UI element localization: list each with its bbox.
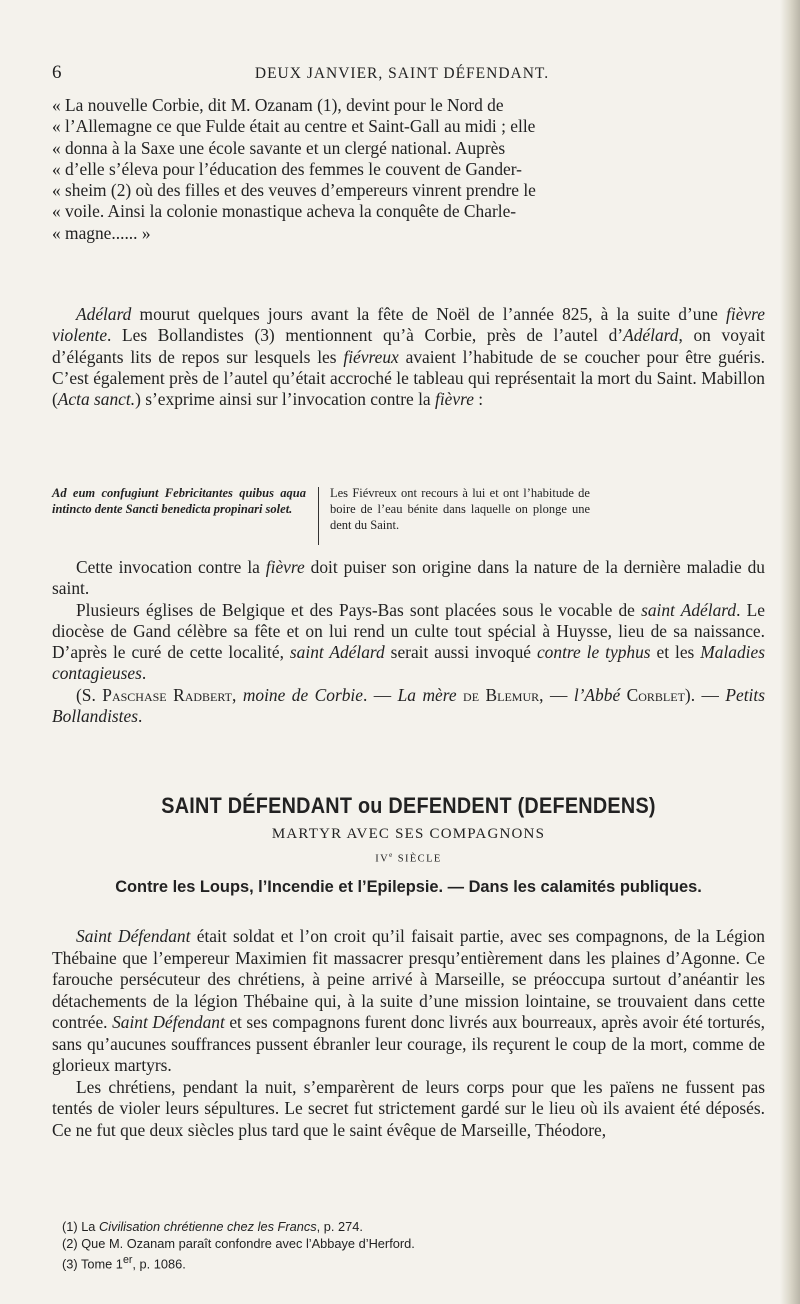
- cult-paragraphs: [52, 557, 765, 727]
- text-run: (3) Tome 1: [62, 1256, 123, 1272]
- ozanam-quote: [52, 95, 765, 244]
- text-run: :: [473, 389, 484, 410]
- paragraph: [52, 600, 765, 685]
- text-run: . —: [362, 684, 398, 705]
- century-number: IV: [375, 853, 390, 865]
- century-word: SIÈCLE: [393, 853, 442, 865]
- italic-term: contre le typhus: [536, 642, 651, 663]
- text-run: serait aussi invoqué: [384, 642, 537, 663]
- footnote-1: [62, 1218, 762, 1235]
- text-run: et les: [650, 642, 701, 663]
- footnote-2: (2) Que M. Ozanam paraît confondre avec l’Abbaye d’Herford.: [62, 1236, 415, 1251]
- italic-term: moine de Corbie: [242, 684, 363, 705]
- text-run: ) s’exprime ainsi sur l’invocation contre la: [135, 389, 435, 410]
- text-run: , on voyait d’élégants lits de repos sur lesquels les: [52, 325, 765, 367]
- quote-line: « magne...... »: [52, 222, 151, 243]
- text-run: mourut quelques jours avant la fête de Noël de l’année 825, à la suite d’une: [131, 304, 727, 324]
- text-run: (1) La: [62, 1219, 99, 1234]
- latin-invocation: Ad eum confugiunt Febricitantes quibus aqua intincto dente Sancti benedicta propinari solet.: [52, 486, 306, 516]
- paragraph: Les chrétiens, pendant la nuit, s’emparèrent de leurs corps pour que les païens ne fussent pas tentés de violer leurs sépultures. Le secret fut strictement gardé sur le lieu où ils avaient été déposés. Ce ne fut que deux siècles plus tard que le saint évêque de Marseille, Théodore,: [52, 1076, 765, 1140]
- text-run: avaient l’habitude de se coucher pour être guéris. C’est également près de l’autel qu’était accroché le tableau qui représentait la mort du Saint. Mabillon (: [52, 346, 766, 410]
- quote-line: « La nouvelle Corbie, dit M. Ozanam (1), devint pour le Nord de: [52, 95, 504, 115]
- small-caps-name: Paschase Radbert: [102, 684, 232, 705]
- text-run: et ses compagnons furent donc livrés aux bourreaux, après avoir été torturés, sans qu’aucunes souffrances pussent ébranler leur courage, ils reçurent le coup de la mort, comme de glorieux martyrs.: [52, 1012, 765, 1075]
- text-run: .: [141, 663, 147, 684]
- text-run: doit puiser son origine dans la nature de la dernière maladie du saint.: [52, 557, 765, 599]
- paragraph: [52, 304, 765, 410]
- small-caps-name: Corblet: [626, 684, 685, 705]
- italic-term: Maladies contagieuses: [52, 642, 765, 684]
- text-run: , —: [539, 684, 574, 705]
- century-superscript: e: [389, 851, 394, 859]
- text-run: (S.: [76, 684, 103, 705]
- quote-line: « d’elle s’éleva pour l’éducation des femmes le couvent de Gander-: [52, 158, 522, 179]
- invocation-columns: [52, 485, 765, 549]
- text-run: Plusieurs églises de Belgique et des Pays-Bas sont placées sous le vocable de: [76, 599, 642, 620]
- superscript: er: [122, 1254, 133, 1266]
- text-run: . Le diocèse de Gand célèbre sa fête et on lui rend un culte tout spécial à Huysse, lieu de sa naissance. D’après le curé de cette localité,: [52, 599, 765, 663]
- footnotes: [62, 1218, 762, 1272]
- text-run: ). —: [684, 684, 726, 705]
- italic-name: Adélard: [623, 325, 679, 346]
- small-caps-name: Blemur: [485, 684, 540, 705]
- page-header: [52, 62, 752, 86]
- page-edge-shadow: [780, 0, 800, 1304]
- quote-line: « l’Allemagne ce que Fulde était au centre et Saint-Gall au midi ; elle: [52, 116, 536, 137]
- text-run: ,: [231, 684, 243, 705]
- patronage-line: Contre les Loups, l’Incendie et l’Epilepsie. — Dans les calamités publiques.: [115, 878, 702, 896]
- running-head: DEUX JANVIER, SAINT DÉFENDANT.: [254, 65, 550, 82]
- italic-term: l’Abbé: [573, 684, 621, 705]
- sources-paragraph: [52, 685, 765, 728]
- paragraph: [52, 926, 765, 1077]
- italic-name: Saint Défendant: [112, 1012, 225, 1032]
- text-run: .: [138, 706, 143, 727]
- text-run: , p. 1086.: [132, 1256, 186, 1272]
- italic-term: fièvre: [434, 389, 474, 410]
- text-run: était soldat et l’on croit qu’il faisait partie, avec ses compagnons, de la Légion Thébaine que l’empereur Maximien fit massacrer presqu’entièrement dans les plaines d’Agonne. Ce farouche persécuteur des chrétiens, à peine arrivé à Marseille, se préoccupa surtout d’anéantir les détachements de la légion Thébaine qui, à la suite d’une mission lointaine, se trouvaient dans cette contrée.: [52, 926, 765, 1032]
- text-run: Cette invocation contre la: [76, 557, 266, 577]
- quote-line: « donna à la Saxe une école savante et un clergé national. Auprès: [52, 137, 506, 158]
- section-title: SAINT DÉFENDANT ou DEFENDENT (DEFENDENS): [161, 793, 656, 818]
- text-run: , p. 274.: [316, 1219, 363, 1234]
- french-translation: Les Fiévreux ont recours à lui et ont l’habitude de boire de l’eau bénite dans laquelle on plonge une dent du Saint.: [330, 486, 590, 532]
- adelard-death-paragraph: [52, 304, 765, 410]
- column-divider: [318, 487, 319, 545]
- italic-title: Civilisation chrétienne chez les Francs: [99, 1219, 317, 1234]
- italic-title: Petits Bollandistes: [52, 684, 765, 727]
- section-subtitle: MARTYR AVEC SES COMPAGNONS: [271, 826, 546, 842]
- century-label: [52, 851, 765, 865]
- italic-name: saint Adélard: [641, 599, 737, 620]
- quote-line: « voile. Ainsi la colonie monastique acheva la conquête de Charle-: [52, 201, 517, 222]
- italic-name: saint Adélard: [289, 642, 385, 663]
- italic-term: fièvre: [265, 557, 305, 577]
- italic-term: La mère: [397, 684, 457, 705]
- italic-term: fièvre violente: [52, 304, 765, 346]
- footnote-3: [62, 1252, 762, 1272]
- quote-line: « sheim (2) où des filles et des veuves d’empereurs vinrent prendre le: [52, 180, 536, 201]
- page-number: 6: [52, 62, 62, 83]
- italic-term: fiévreux: [343, 346, 399, 367]
- italic-name: Saint Défendant: [76, 926, 191, 946]
- paragraph: [52, 557, 765, 600]
- defendant-paragraphs: [52, 926, 765, 1141]
- text-run: . Les Bollandistes (3) mentionnent qu’à Corbie, près de l’autel d’: [107, 325, 624, 346]
- italic-title: Acta sanct.: [57, 389, 136, 410]
- small-caps-name: de: [456, 684, 486, 705]
- italic-name: Adélard: [76, 304, 132, 324]
